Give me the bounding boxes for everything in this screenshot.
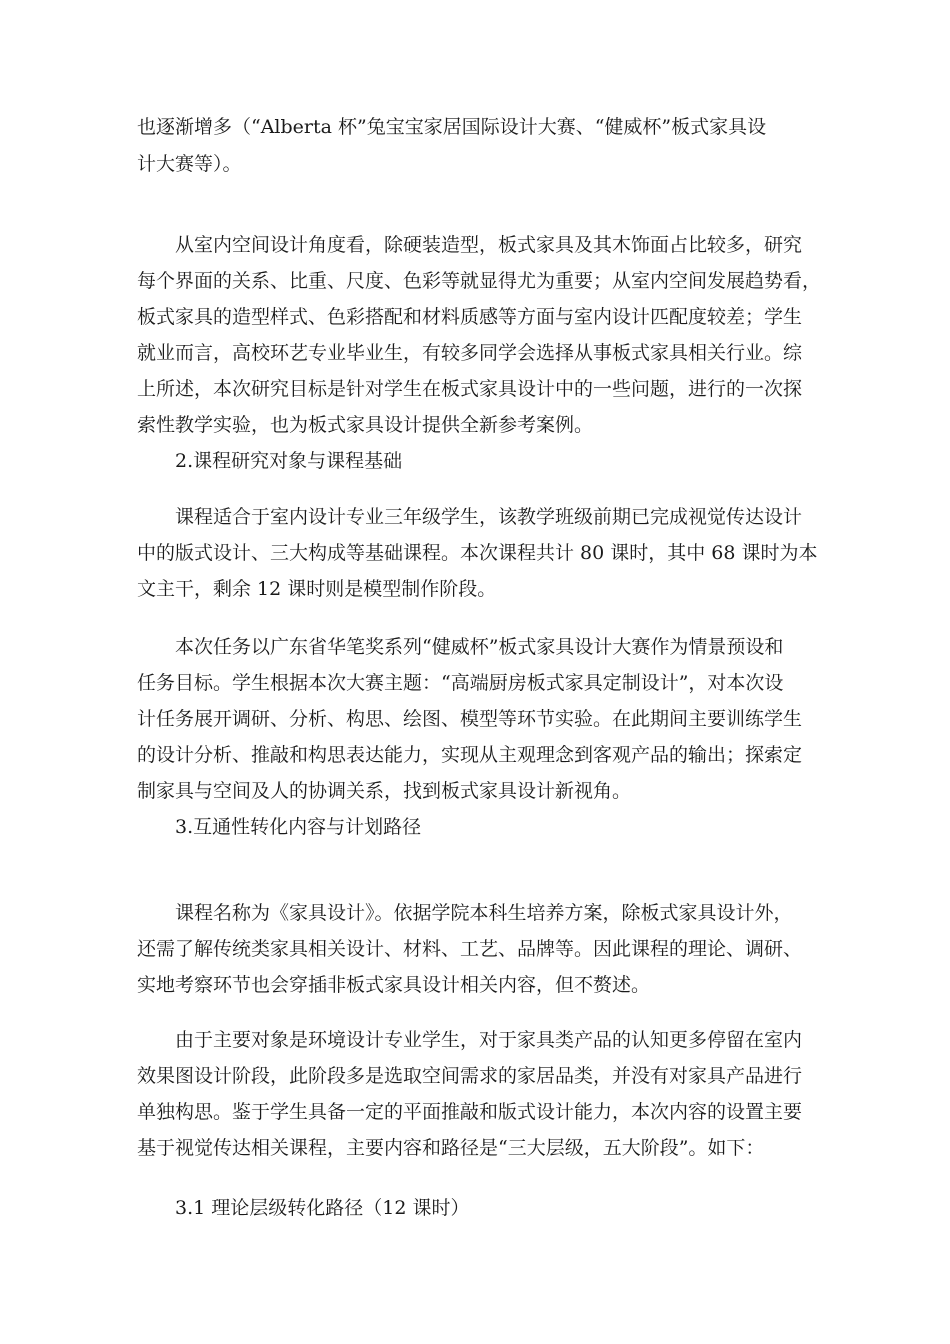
text-line: 板式家具的造型样式、色彩搭配和材料质感等方面与室内设计匹配度较差；学生 (137, 306, 803, 328)
text-line: 还需了解传统类家具相关设计、材料、工艺、品牌等。因此课程的理论、调研、 (137, 938, 803, 960)
text-line: 本次任务以广东省华笔奖系列“健威杯”板式家具设计大赛作为情景预设和 (175, 636, 784, 658)
text-line: 也逐渐增多（“Alberta 杯”兔宝宝家居国际设计大赛、“健威杯”板式家具设 (137, 116, 767, 138)
section-heading: 3.1 理论层级转化路径（12 课时） (175, 1197, 470, 1219)
section-heading: 3.互通性转化内容与计划路径 (175, 816, 422, 838)
text-line: 的设计分析、推敲和构思表达能力，实现从主观理念到客观产品的输出；探索定 (137, 744, 803, 766)
text-line: 课程适合于室内设计专业三年级学生，该教学班级前期已完成视觉传达设计 (175, 506, 803, 528)
text-line: 效果图设计阶段，此阶段多是选取空间需求的家居品类，并没有对家具产品进行 (137, 1065, 803, 1087)
text-line: 就业而言，高校环艺专业毕业生，有较多同学会选择从事板式家具相关行业。综 (137, 342, 803, 364)
text-line: 实地考察环节也会穿插非板式家具设计相关内容，但不赘述。 (137, 974, 651, 996)
text-line: 索性教学实验，也为板式家具设计提供全新参考案例。 (137, 414, 594, 436)
text-line: 每个界面的关系、比重、尺度、色彩等就显得尤为重要；从室内空间发展趋势看， (137, 270, 822, 292)
text-line: 制家具与空间及人的协调关系，找到板式家具设计新视角。 (137, 780, 632, 802)
text-line: 任务目标。学生根据本次大赛主题：“高端厨房板式家具定制设计”，对本次设 (137, 672, 784, 694)
text-line: 基于视觉传达相关课程，主要内容和路径是“三大层级，五大阶段”。如下： (137, 1137, 765, 1159)
text-line: 中的版式设计、三大构成等基础课程。本次课程共计 80 课时，其中 68 课时为本 (137, 542, 818, 564)
text-line: 计大赛等）。 (137, 153, 242, 175)
text-line: 上所述，本次研究目标是针对学生在板式家具设计中的一些问题，进行的一次探 (137, 378, 803, 400)
text-line: 计任务展开调研、分析、构思、绘图、模型等环节实验。在此期间主要训练学生 (137, 708, 803, 730)
text-line: 课程名称为《家具设计》。依据学院本科生培养方案，除板式家具设计外， (175, 902, 793, 924)
section-heading: 2.课程研究对象与课程基础 (175, 450, 403, 472)
text-line: 文主干，剩余 12 课时则是模型制作阶段。 (137, 578, 497, 600)
text-line: 由于主要对象是环境设计专业学生，对于家具类产品的认知更多停留在室内 (175, 1029, 803, 1051)
text-line: 单独构思。鉴于学生具备一定的平面推敲和版式设计能力，本次内容的设置主要 (137, 1101, 803, 1123)
text-line: 从室内空间设计角度看，除硬装造型，板式家具及其木饰面占比较多，研究 (175, 234, 803, 256)
